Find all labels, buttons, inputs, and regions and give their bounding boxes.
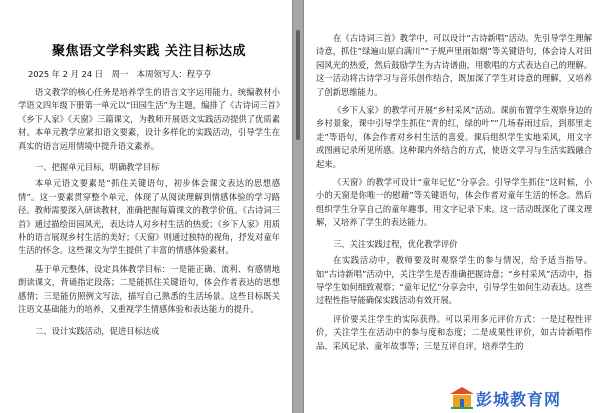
paragraph: 在《古诗词三首》教学中，可以设计“古诗新唱”活动。先引导学生理解诗意，抓住“绿遍山原白满川”“子规声里雨如烟”等关键语句，体会诗人对田园风光的热爱，然后鼓励学生为古诗谱曲，用歌唱的方式表达自己的理解。这一活动将古诗学习与音乐创作结合，既加深了学生对诗意的理解，又培养了创新思维能力。 bbox=[316, 33, 592, 97]
site-watermark bbox=[448, 385, 594, 411]
page-content bbox=[316, 32, 592, 353]
paragraph: 在实践活动中，教师要及时观察学生的参与情况，给予适当指导。如“古诗新唱”活动中，关注学生是否准确把握诗意；“乡村采风”活动中，指导学生如何细致观察；“童年记忆”分享会中，引导学生如何生动表达。这些过程性指导能确保实践活动有效开展。 bbox=[316, 255, 592, 306]
paragraph: 本单元语文要素是“抓住关键语句，初步体会课文表达的思想感情”。这一要素贯穿整个单元，体现了从阅读理解到情感体验的学习路径。教师需要深入研读教材，准确把握每篇课文的教学价值。《古诗词三首》通过描绘田园风光，表达诗人对乡村生活的热爱；《乡下人家》用质朴的语言展现乡村生活的美好；《天窗》则通过独特的视角，抒发对童年生活的怀念。这些课文为学生提供了丰富的情感体验素材。 bbox=[18, 178, 280, 256]
page-gap-scrollbar[interactable] bbox=[292, 0, 304, 413]
document-page-right bbox=[304, 0, 600, 413]
paragraph: 语文教学的核心任务是培养学生的语言文字运用能力。统编教材小学语文四年级下册第一单元以“田园生活”为主题，编排了《古诗词三首》《乡下人家》《天窗》三篇课文，为教师开展语文实践活动提供了优质素材。本单元教学应紧扣语文要素，设计多样化的实践活动，引导学生在真实的语言运用情境中提升语文素养。 bbox=[18, 87, 280, 151]
page-content bbox=[18, 36, 280, 341]
paragraph: 基于单元整体，设定具体教学目标：一是能正确、流利、有感情地朗读课文，背诵指定段落；二是能抓住关键语句，体会作者表达的思想感情；三是能仿照例文写法，描写自己熟悉的生活场景。这些目标既关注语文基础能力的培养，又重视学生情感体验和表达能力的提升。 bbox=[18, 263, 280, 315]
section-heading: 一、把握单元目标，明确教学目标 bbox=[35, 162, 160, 173]
section-heading: 三、关注实践过程，优化教学评价 bbox=[333, 238, 458, 249]
paragraph: 《天窗》的教学可设计“童年记忆”分享会。引导学生抓住“这时候，小小的天窗是你唯一的慰藉”等关键语句，体会作者对童年生活的怀念。然后组织学生分享自己的童年趣事，用文字记录下来。这一活动既深化了课文理解，又培养了学生的表达能力。 bbox=[316, 177, 592, 228]
meta-weekday: 周一 bbox=[111, 69, 129, 79]
scrollbar-thumb[interactable] bbox=[296, 30, 300, 140]
document-title: 聚焦语文学科实践 关注目标达成 bbox=[51, 44, 247, 59]
document-meta bbox=[28, 69, 280, 80]
meta-leader: 本周领写人：程亨亨 bbox=[136, 69, 212, 79]
school-logo-icon bbox=[448, 385, 476, 411]
meta-date: 2025 年 2 月 24 日 bbox=[28, 69, 104, 79]
section-heading: 二、设计实践活动，促进目标达成 bbox=[35, 325, 160, 336]
document-page-left bbox=[0, 0, 292, 413]
paragraph: 评价要关注学生的实际获得。可以采用多元评价方式：一是过程性评价，关注学生在活动中的参与度和态度；二是成果性评价，如古诗新唱作品、采风记录、童年故事等；三是互评自评，培养学生的 bbox=[316, 313, 592, 351]
watermark-text: 彭城教育网 bbox=[476, 390, 562, 409]
paragraph: 《乡下人家》的教学可开展“乡村采风”活动。课前布置学生观察身边的乡村景象，课中引导学生抓住“青的红，绿的叶”“几场春雨过后，到那里走走”等语句，体会作者对乡村生活的喜爱。课后组织学生实地采风，用文字或图画记录所见所感。这种课内外结合的方式，使语文学习与生活实践融合起来。 bbox=[316, 105, 592, 169]
